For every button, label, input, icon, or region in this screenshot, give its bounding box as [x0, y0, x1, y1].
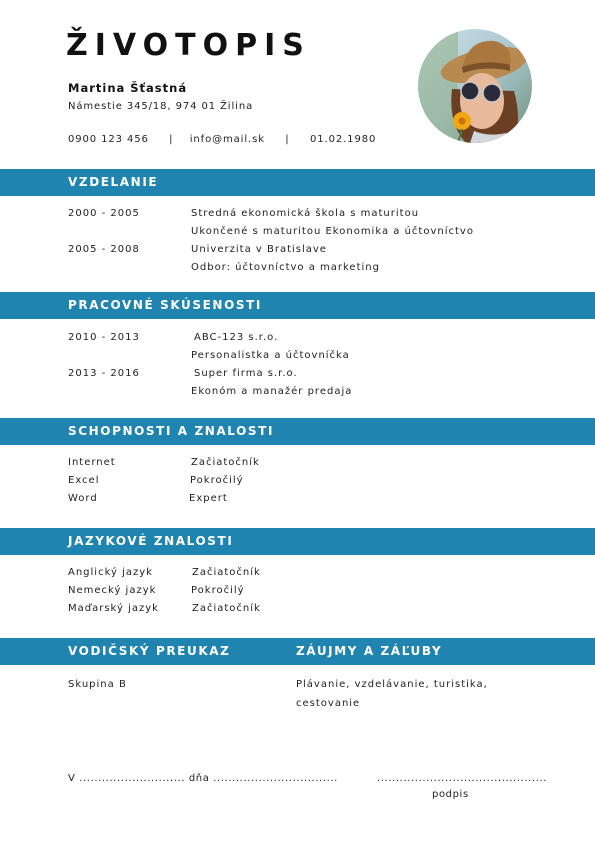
language-name: Anglický jazyk [68, 567, 153, 578]
section-header-languages [0, 528, 595, 555]
experience-role: Personalistka a účtovníčka [191, 350, 350, 361]
language-level: Začiatočník [192, 603, 261, 614]
experience-date: 2010 - 2013 [68, 332, 140, 343]
page-title: ŽIVOTOPIS [66, 28, 311, 63]
experience-company: ABC-123 s.r.o. [194, 332, 279, 343]
portrait-photo-icon [418, 29, 532, 143]
education-detail: Ukončené s maturitou Ekonomika a účtovníctvo [191, 226, 474, 237]
place-label: V [68, 773, 76, 784]
date-label: dňa [188, 773, 210, 784]
education-school: Stredná ekonomická škola s maturitou [191, 208, 420, 219]
experience-role: Ekonóm a manažér predaja [191, 386, 353, 397]
language-level: Začiatočník [192, 567, 261, 578]
hobbies-line: Plávanie, vzdelávanie, turistika, [296, 679, 488, 690]
skill-level: Expert [189, 493, 228, 504]
date-dots: ................................. [213, 773, 338, 784]
person-address: Námestie 345/18, 974 01 Žilina [68, 101, 254, 112]
language-level: Pokročilý [191, 585, 245, 596]
education-detail: Odbor: účtovníctvo a marketing [191, 262, 380, 273]
skill-name: Word [68, 493, 98, 504]
education-date: 2005 - 2008 [68, 244, 140, 255]
skill-name: Excel [68, 475, 100, 486]
license-value: Skupina B [68, 679, 127, 690]
skill-level: Pokročilý [190, 475, 244, 486]
section-title-hobbies: ZÁUJMY A ZÁĽUBY [296, 644, 443, 658]
section-header-experience [0, 292, 595, 319]
hobbies-line: cestovanie [296, 698, 361, 709]
section-header-skills [0, 418, 595, 445]
experience-company: Super firma s.r.o. [194, 368, 298, 379]
skill-name: Internet [68, 457, 116, 468]
signature-dots: ............................................. [377, 773, 548, 784]
signature-place-date [68, 773, 338, 784]
education-date: 2000 - 2005 [68, 208, 140, 219]
section-title-license: VODIČSKÝ PREUKAZ [68, 644, 231, 658]
section-title: SCHOPNOSTI A ZNALOSTI [68, 424, 275, 438]
person-name: Martina Šťastná [68, 81, 188, 95]
contact-line: 0900 123 456 | info@mail.sk | 01.02.1980 [68, 134, 377, 145]
place-dots: ............................ [79, 773, 186, 784]
section-header-education [0, 169, 595, 196]
experience-date: 2013 - 2016 [68, 368, 140, 379]
section-header-license-hobbies [0, 638, 595, 665]
section-title: JAZYKOVÉ ZNALOSTI [68, 534, 234, 548]
language-name: Nemecký jazyk [68, 585, 157, 596]
signature-label: podpis [432, 789, 469, 800]
section-title: VZDELANIE [68, 175, 159, 189]
section-title: PRACOVNÉ SKÚSENOSTI [68, 298, 262, 312]
skill-level: Začiatočník [191, 457, 260, 468]
profile-photo [418, 29, 532, 143]
language-name: Maďarský jazyk [68, 603, 159, 614]
education-school: Univerzita v Bratislave [191, 244, 327, 255]
